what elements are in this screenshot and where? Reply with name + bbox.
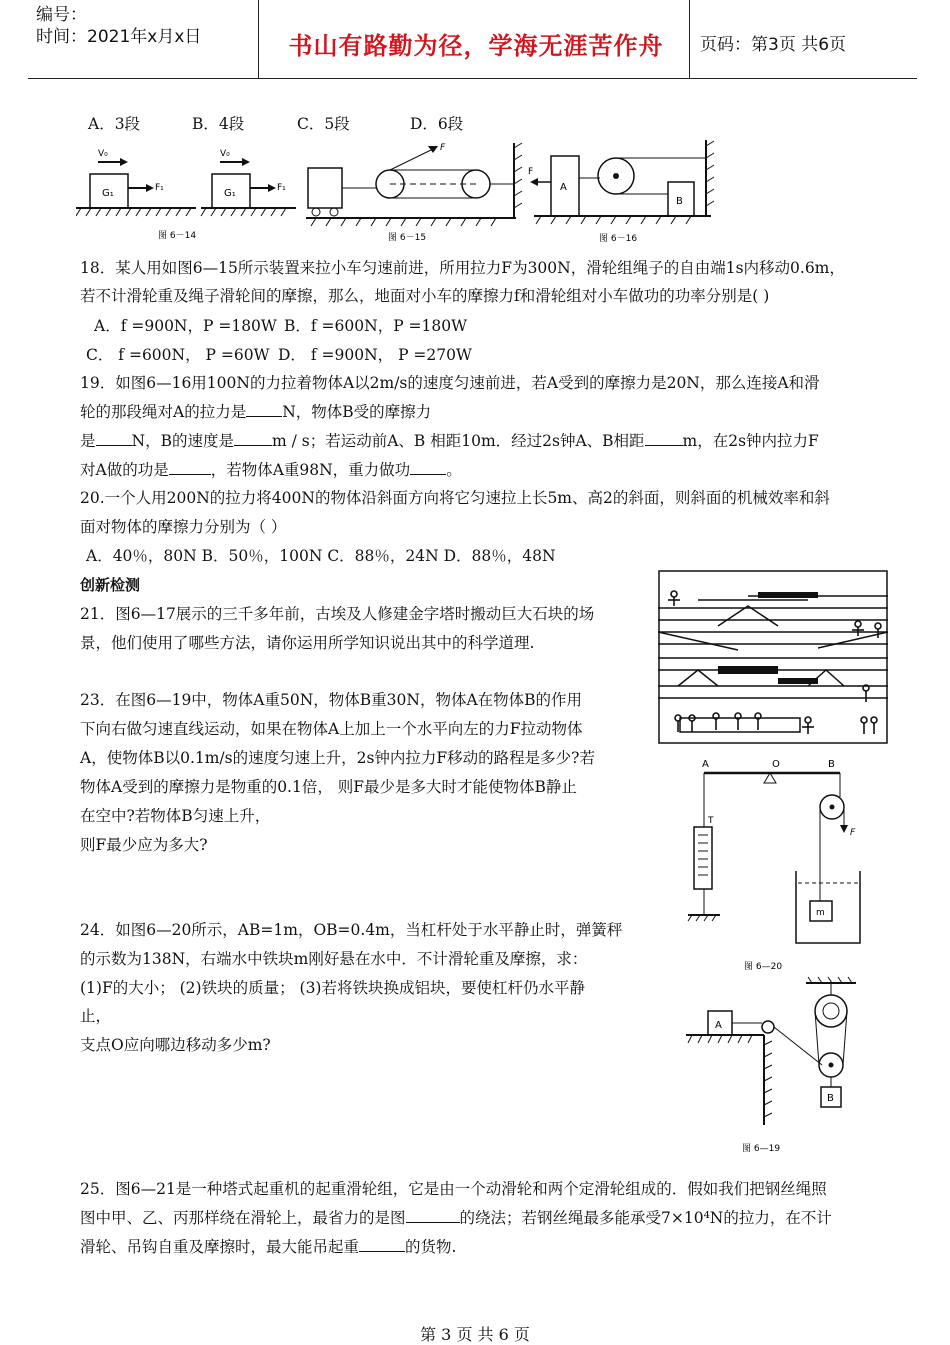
q25-text: 图中甲、乙、丙那样绕在滑轮上，最省力的是图: [80, 1209, 406, 1227]
label-b: B: [676, 196, 683, 207]
q25-text: 的绕法；若钢丝绳最多能承受7×10⁴N的拉力，在不计: [459, 1209, 832, 1227]
label-m: m: [816, 908, 825, 918]
caption-6-15: 图 6－15: [388, 233, 427, 243]
page-footer: 第 3 页 共 6 页: [420, 1325, 530, 1344]
label-a: A: [560, 182, 567, 193]
q25-line-3: [80, 1237, 456, 1257]
label-a: A: [715, 1020, 722, 1031]
answer-blank[interactable]: [169, 460, 211, 475]
label-t: T: [708, 816, 714, 826]
q17-option-c: C．5段: [297, 115, 350, 133]
header-divider: [258, 0, 259, 78]
q18-option-b: B．f =600N，P =180W: [284, 317, 468, 335]
q17-option-b: B．4段: [192, 115, 245, 133]
header-page: 页码：第3页 共6页: [700, 35, 847, 55]
label-b: B: [828, 759, 835, 770]
q19-line-3: [80, 431, 819, 451]
q23-line-2: 下向右做匀速直线运动，如果在物体A上加上一个水平向左的力F拉动物体: [80, 720, 583, 738]
q21-line-2: 景，他们使用了哪些方法，请你运用所学知识说出其中的科学道理.: [80, 634, 535, 652]
label-f1: F₁: [277, 183, 286, 193]
q19-text: N，B的速度是: [131, 432, 234, 450]
label-b: B: [827, 1093, 834, 1104]
header-divider: [689, 0, 690, 78]
q19-text: m，在2s钟内拉力F: [682, 432, 819, 450]
answer-blank[interactable]: [410, 460, 446, 475]
q24-line-2: 的示数为138N，右端水中铁块m刚好悬在水中．不计滑轮重及摩擦，求：: [80, 950, 588, 968]
answer-blank[interactable]: [359, 1237, 405, 1252]
q20-options: A．40％，80N B．50％，100N C．88％，24N D．88％，48N: [86, 547, 556, 565]
figure-6-14: [76, 149, 296, 241]
label-f: F: [850, 828, 856, 838]
q19-text: 轮的那段绳对A的拉力是: [80, 403, 247, 421]
q21-line-1: 21．图6—17展示的三千多年前，古埃及人修建金字塔时搬动巨大石块的场: [80, 605, 595, 623]
label-f1: F₁: [155, 183, 164, 193]
label-v0: V₀: [220, 149, 230, 159]
q18-option-a: A．f =900N，P =180W: [94, 317, 277, 335]
caption-6-20: 图 6—20: [744, 962, 783, 972]
q23-line-5: 在空中?若物体B匀速上升，: [80, 807, 271, 825]
q19-text: 对A做的功是: [80, 461, 169, 479]
caption-6-14: 图 6－14: [158, 231, 197, 241]
q20-line-1: 20.一个人用200N的拉力将400N的物体沿斜面方向将它匀速拉上长5m、高2的斜面，则斜面的机械效率和斜: [80, 489, 830, 507]
q23-line-3: A，使物体B以0.1m/s的速度匀速上升，2s钟内拉力F移动的路程是多少?若: [80, 749, 595, 767]
answer-blank[interactable]: [246, 402, 282, 417]
q18-line-2: 若不计滑轮重及绳子滑轮间的摩擦，那么，地面对小车的摩擦力f和滑轮组对小车做功的功率分别是( ): [80, 287, 770, 305]
header-number: 编号：: [36, 5, 87, 25]
q19-text: ，若物体A重98N，重力做功: [210, 461, 411, 479]
q25-line-1: 25．图6—21是一种塔式起重机的起重滑轮组，它是由一个动滑轮和两个定滑轮组成的．假如我们把钢丝绳照: [80, 1180, 827, 1198]
label-a: A: [702, 759, 709, 770]
q19-text: 是: [80, 432, 96, 450]
label-o: O: [772, 759, 780, 770]
q19-line-4: [80, 460, 462, 480]
q23-line-4: 物体A受到的摩擦力是物重的0.1倍， 则F最少是多大时才能使物体B静止: [80, 778, 577, 796]
q23-line-1: 23．在图6—19中，物体A重50N，物体B重30N，物体A在物体B的作用: [80, 691, 583, 709]
label-f: F: [528, 167, 534, 177]
q25-text: 滑轮、吊钩自重及摩擦时，最大能吊起重: [80, 1238, 360, 1256]
page-header: [28, 0, 917, 79]
label-v0: V₀: [98, 149, 108, 159]
q25-text: 的货物.: [405, 1238, 457, 1256]
figure-6-17: [658, 570, 888, 744]
q18-line-1: 18．某人用如图6—15所示装置来拉小车匀速前进，所用拉力F为300N，滑轮组绳子的自由端1s内移动0.6m，: [80, 259, 845, 277]
q19-text: m / s；若运动前A、B 相距10m．经过2s钟A、B相距: [271, 432, 645, 450]
q23-line-6: 则F最少应为多大?: [80, 836, 208, 854]
q19-line-1: 19．如图6—16用100N的力拉着物体A以2m/s的速度匀速前进，若A受到的摩擦力是20N，那么连接A和滑: [80, 374, 820, 392]
figure-6-15: [306, 143, 522, 243]
figure-6-19: [686, 975, 866, 1155]
figure-row-6-14-to-6-16: [76, 138, 716, 250]
q19-text: 。: [446, 461, 462, 479]
q24-line-4: 止，: [80, 1007, 112, 1025]
q17-option-d: D．6段: [410, 115, 464, 133]
q18-option-d: D． f =900N， P =270W: [278, 346, 472, 364]
answer-blank[interactable]: [234, 431, 272, 446]
q19-line-2: [80, 402, 431, 422]
answer-blank[interactable]: [96, 431, 132, 446]
header-date: 时间：2021年x月x日: [36, 27, 202, 47]
figure-6-20: [680, 755, 870, 975]
section-title: 创新检测: [80, 576, 141, 594]
q18-option-c: C． f =600N， P =60W: [86, 346, 270, 364]
q17-option-a: A．3段: [88, 115, 141, 133]
label-g1: G₁: [224, 188, 236, 199]
q19-text: N，物体B受的摩擦力: [282, 403, 432, 421]
answer-blank[interactable]: [645, 431, 683, 446]
answer-blank[interactable]: [406, 1208, 460, 1223]
q24-line-5: 支点O应向哪边移动多少m?: [80, 1036, 271, 1054]
q20-line-2: 面对物体的摩擦力分别为（ ）: [80, 518, 287, 536]
caption-6-16: 图 6－16: [599, 234, 638, 244]
q24-line-3: (1)F的大小； (2)铁块的质量； (3)若将铁块换成铝块，要使杠杆仍水平静: [80, 979, 585, 997]
figure-6-16: [528, 140, 714, 244]
label-f: F: [440, 143, 446, 153]
caption-6-19: 图 6—19: [742, 1144, 781, 1154]
header-motto: 书山有路勤为径，学海无涯苦作舟: [288, 32, 664, 60]
header-meta: [36, 4, 201, 48]
q25-line-2: [80, 1208, 832, 1228]
label-g1: G₁: [102, 188, 114, 199]
q24-line-1: 24．如图6—20所示，AB=1m，OB=0.4m，当杠杆处于水平静止时，弹簧秤: [80, 921, 623, 939]
